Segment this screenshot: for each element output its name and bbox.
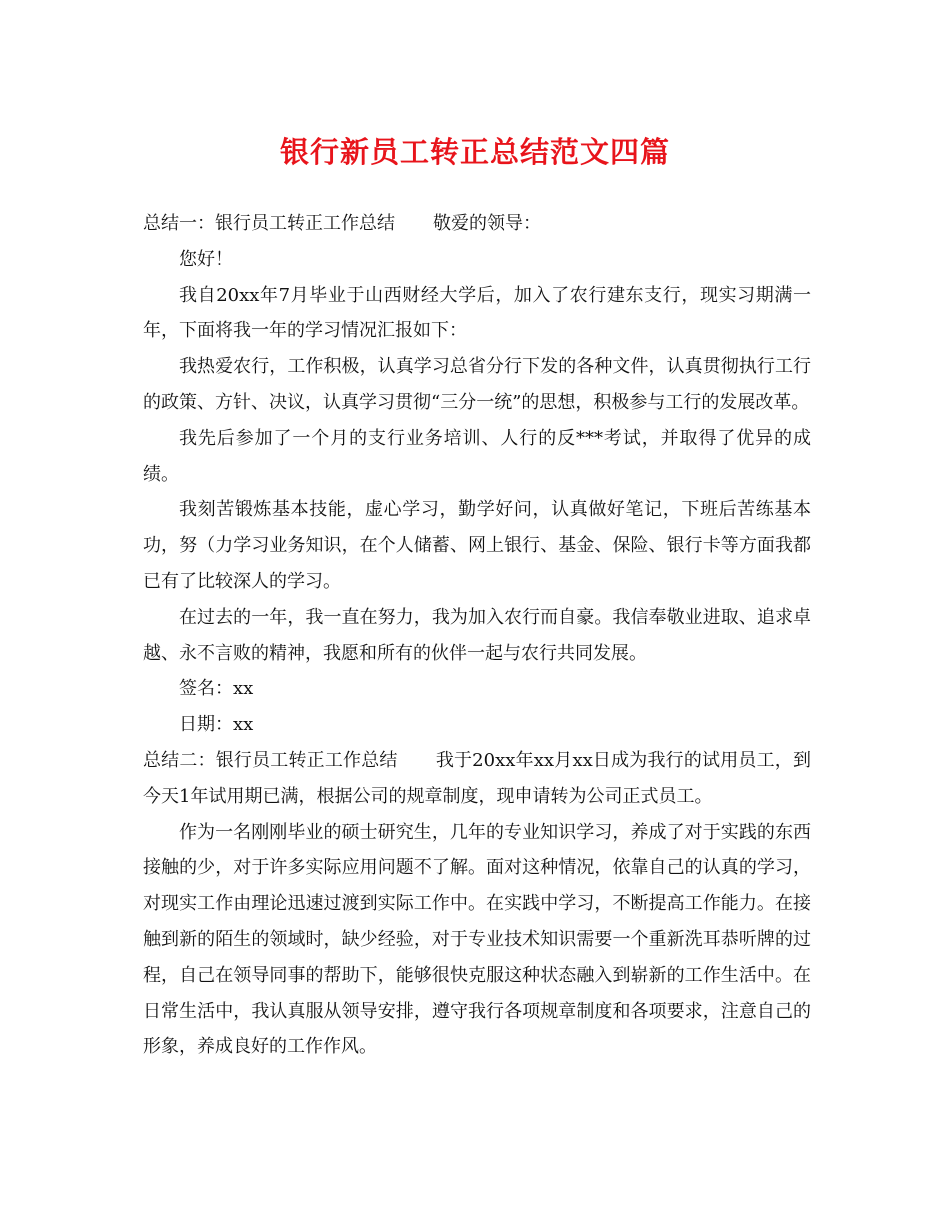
document-body <box>143 206 811 1065</box>
date-line: 日期：xx <box>179 714 254 736</box>
section-1-paragraph: 我刻苦锻炼基本技能，虚心学习，勤学好问，认真做好笔记，下班后苦练基本功，努（力学习业务知识，在个人储蓄、网上银行、基金、保险、银行卡等方面我都已有了比较深人的学习。 <box>143 499 811 592</box>
section-2-lead: 我于20xx年xx月xx日成为我行的试用员工，到今天1年试用期已满，根据公司的规章制度，现申请转为公司正式员工。 <box>143 749 811 807</box>
section-1-salutation: 敬爱的领导： <box>433 213 541 234</box>
section-1-paragraph: 我热爱农行，工作积极，认真学习总省分行下发的各种文件，认真贯彻执行工行的政策、方针、决议，认真学习贯彻“三分一统”的思想，积极参与工行的发展改革。 <box>143 356 811 413</box>
section-1-heading-line <box>143 206 811 242</box>
section-1-paragraph: 我先后参加了一个月的支行业务培训、人行的反***考试，并取得了优异的成绩。 <box>143 427 811 485</box>
section-2-paragraph: 作为一名刚刚毕业的硕士研究生，几年的专业知识学习，养成了对于实践的东西接触的少，对于许多实际应用问题不了解。面对这种情况，依靠自己的认真的学习，对现实工作由理论迅速过渡到实际工作中。在实践中学习，不断提高工作能力。在接触到新的陌生的领域时，缺少经验，对于专业技术知识需要一个重新洗耳恭听牌的过程，自己在领导同事的帮助下，能够很快克服这种状态融入到崭新的工作生活中。在日常生活中，我认真服从领导安排，遵守我行各项规章制度和各项要求，注意自己的形象，养成良好的工作作风。 <box>143 821 811 1058</box>
section-1-paragraph: 在过去的一年，我一直在努力，我为加入农行而自豪。我信奉敬业进取、追求卓越、永不言败的精神，我愿和所有的伙伴一起与农行共同发展。 <box>143 606 811 664</box>
section-1-heading: 总结一：银行员工转正工作总结 <box>143 213 395 234</box>
section-2-heading-line <box>143 743 811 815</box>
section-1-paragraph: 您好！ <box>179 248 233 270</box>
section-1-paragraph: 我自20xx年7月毕业于山西财经大学后，加入了农行建东支行，现实习期满一年，下面将我一年的学习情况汇报如下： <box>143 284 811 342</box>
section-2-heading: 总结二：银行员工转正工作总结 <box>143 749 398 771</box>
document-title: 银行新员工转正总结范文四篇 <box>279 135 670 169</box>
signature-line: 签名：xx <box>179 678 254 700</box>
